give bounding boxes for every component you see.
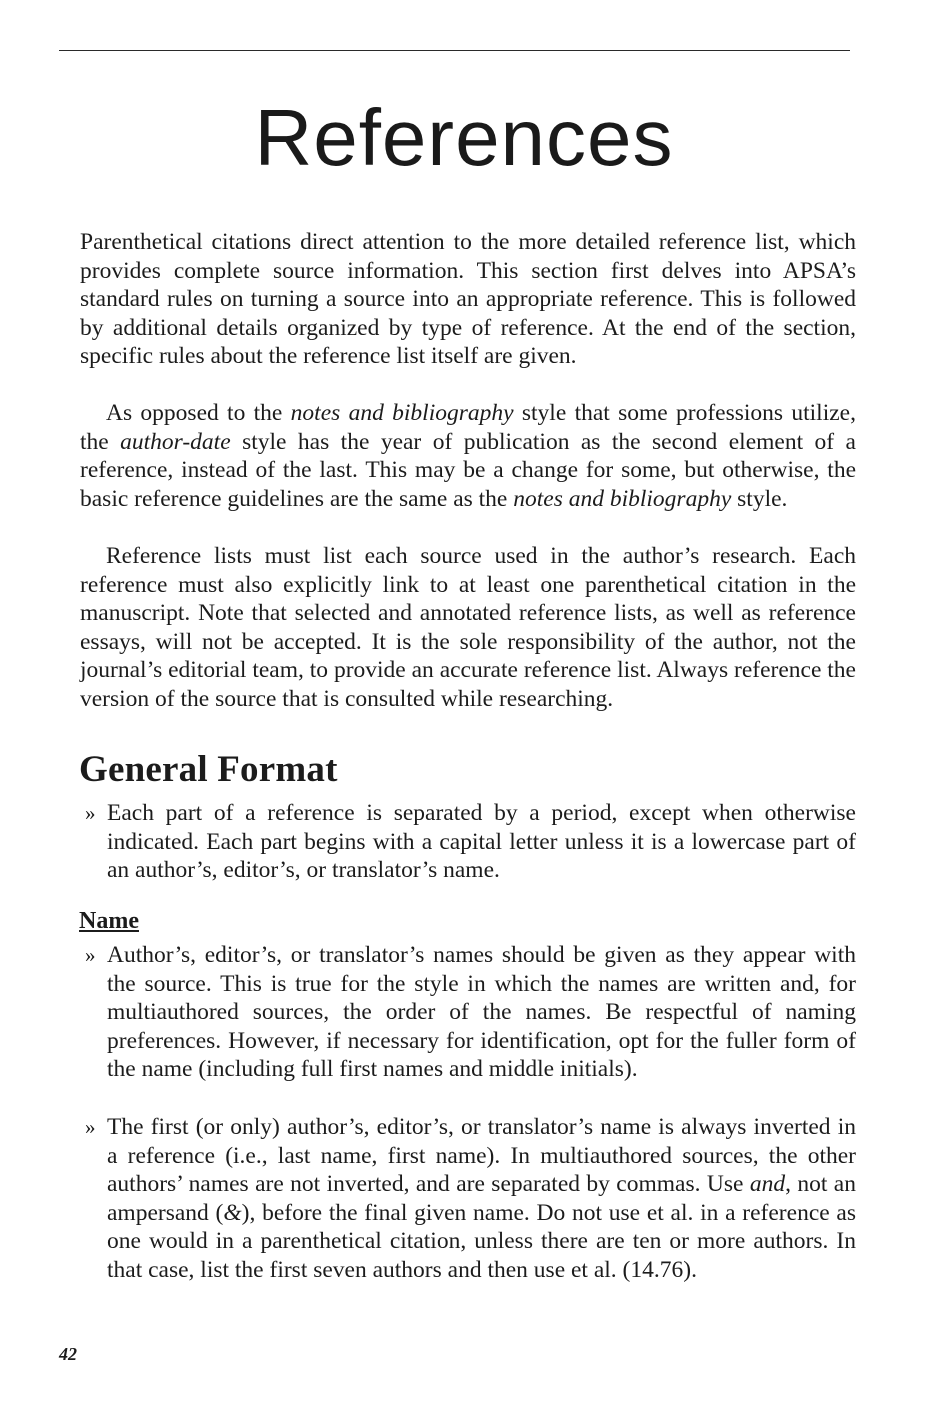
page-number: 42: [59, 1344, 77, 1364]
bullet-marker: »: [85, 801, 96, 825]
italic-term: notes and bibliography: [290, 400, 514, 426]
page-title: References: [254, 93, 674, 182]
text-run: ), before the final given name. Do not use et al. in a reference as one would in a parenthetical citation, unless there are ten or more authors. In that case, list the first seven authors and then use et al. (14.76).: [107, 1199, 856, 1283]
text-run: , not an ampersand (: [107, 1171, 856, 1226]
bullet-text: [107, 1113, 856, 1284]
reference-list-paragraph: Reference lists must list each source used in the author’s research. Each reference must also explicitly link to at least one parenthetical citation in the manuscript. Note that selected and annotated reference lists, as well as reference essays, will not be accepted. It is the sole responsibility of the author, not the journal’s editorial team, to provide an accurate reference list. Always reference the version of the source that is consulted while researching.: [80, 543, 856, 712]
bullet-text: Author’s, editor’s, or translator’s names should be given as they appear with the source. This is true for the style in which the names are written and, for multiauthored sources, the order of the names. Be respectful of naming preferences. However, if necessary for identification, opt for the fuller form of the name (including full first names and middle initials).: [107, 942, 856, 1082]
text-run: style that some professions utilize, the: [80, 400, 856, 455]
text-run: The first (or only) author’s, editor’s, or translator’s name is always inverted in a reference (i.e., last name, first name). In multiauthored sources, the other authors’ names are not inverted, and are separated by commas. Use: [107, 1114, 856, 1197]
section-heading-general-format: General Format: [79, 749, 338, 790]
text-run: style.: [731, 485, 788, 512]
author-date-paragraph: [80, 399, 856, 513]
italic-term: &: [223, 1199, 242, 1226]
subheading-name: Name: [79, 908, 139, 934]
bullet-item: [80, 1113, 856, 1284]
italic-term: and: [749, 1171, 786, 1197]
text-run: style has the year of publication as the second element of a reference, instead of the last. This may be a change for some, but otherwise, the basic reference guidelines are the same as the: [80, 428, 856, 512]
bullet-text: Each part of a reference is separated by a period, except when otherwise indicated. Each part begins with a capital letter unless it is a lowercase part of an author’s, editor’s, or translator’s name.: [107, 800, 856, 883]
italic-term: author-date: [120, 428, 231, 455]
intro-paragraph: Parenthetical citations direct attention to the more detailed reference list, which provides complete source information. This section first delves into APSA’s standard rules on turning a source into an appropriate reference. This is followed by additional details organized by type of reference. At the end of the section, specific rules about the reference list itself are given.: [80, 229, 856, 369]
italic-term: notes and bibliography: [513, 485, 732, 512]
top-rule: [59, 50, 850, 51]
bullet-marker: »: [85, 1115, 96, 1139]
bullet-marker: »: [85, 943, 96, 967]
bullet-item: [80, 941, 856, 1084]
text-run: As opposed to the: [106, 400, 291, 426]
bullet-item: [80, 799, 856, 885]
